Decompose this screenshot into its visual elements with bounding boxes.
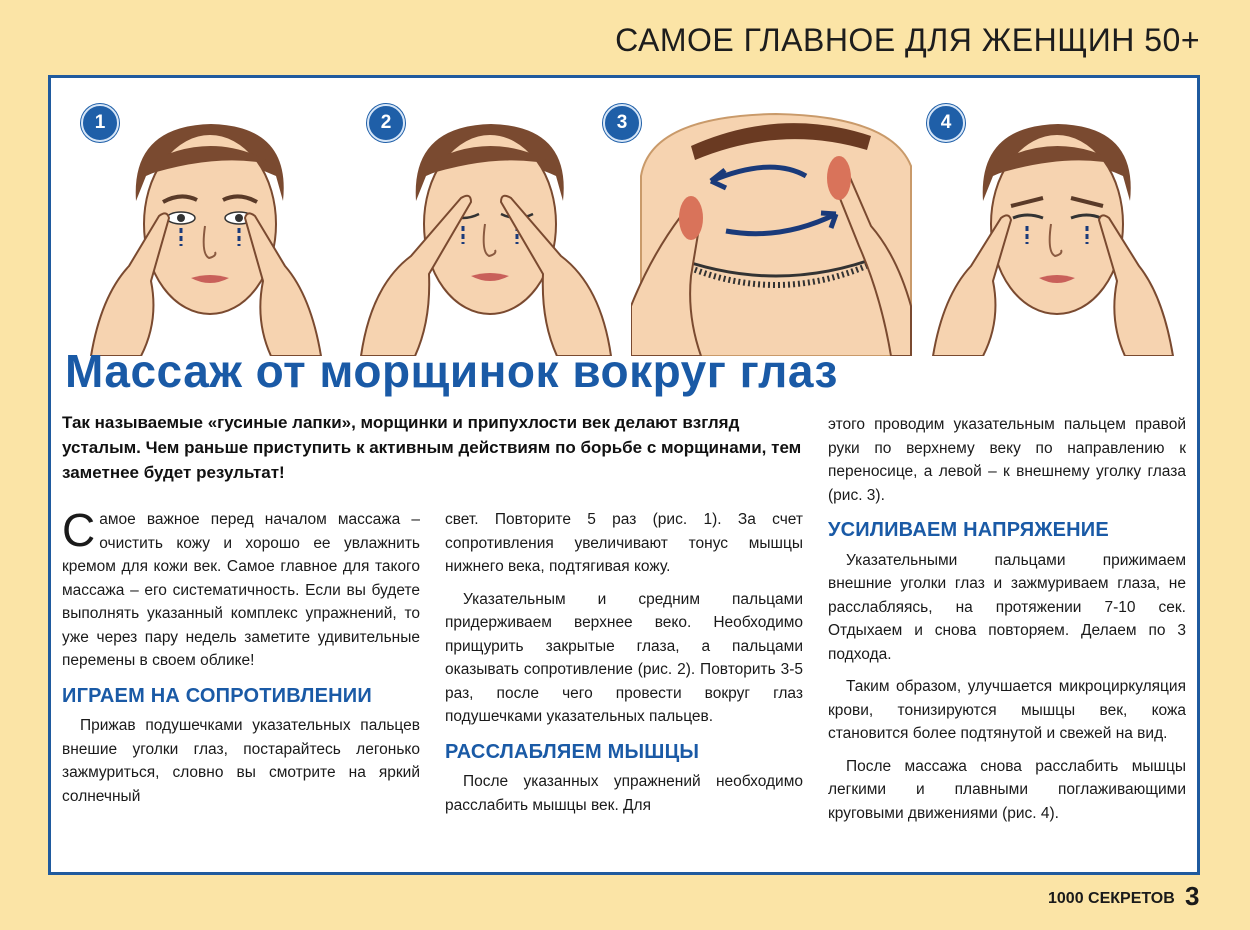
closed-eye-closeup-with-arrows-illustration xyxy=(631,106,921,356)
figure-2 xyxy=(351,106,621,356)
text-column-1 xyxy=(62,504,420,817)
paragraph: После указанных упражнений необходимо расслабить мышцы век. Для xyxy=(445,773,803,814)
paragraph: Указательным и средним пальцами придерживаем верхнее веко. Необходимо прищурить закрытые глаза, а пальцами оказывать сопротивление (рис. 2). Повторить 3-5 раз, после чего провести вокруг глаз подушечками указательных пальцев. xyxy=(445,590,803,725)
figure-number-badge: 2 xyxy=(367,104,405,142)
paragraph: свет. Повторите 5 раз (рис. 1). За счет сопротивления увеличивают тонус мышцы нижнего века, подтягивая кожу. xyxy=(445,511,803,575)
article-lead: Так называемые «гусиные лапки», морщинки и припухлости век делают взгляд усталым. Чем раньше приступить к активным действиям по борьбе с морщинами, тем заметнее будет результат! xyxy=(62,413,802,482)
paragraph: Прижав подушечками указательных пальцев внешие уголки глаз, постарайтесь легонько зажмуриться, словно вы смотрите на яркий солнечный xyxy=(62,717,420,805)
section-heading-tension: УСИЛИВАЕМ НАПРЯЖЕНИЕ xyxy=(828,519,1109,541)
figure-number-badge: 1 xyxy=(81,104,119,142)
figure-1 xyxy=(71,106,341,356)
magazine-name: 1000 СЕКРЕТОВ xyxy=(1048,890,1175,907)
section-heading-relax: РАССЛАБЛЯЕМ МЫШЦЫ xyxy=(445,740,700,763)
page-header-title: САМОЕ ГЛАВНОЕ ДЛЯ ЖЕНЩИН 50+ xyxy=(615,22,1200,58)
section-heading-resistance: ИГРАЕМ НА СОПРОТИВЛЕНИИ xyxy=(62,684,372,707)
face-massage-outer-eye-corners-illustration xyxy=(71,106,341,356)
face-massage-upper-eyelids-illustration xyxy=(351,106,621,356)
figure-number-badge: 4 xyxy=(927,104,965,142)
text-column-2 xyxy=(445,508,803,826)
drop-cap: С xyxy=(62,504,96,556)
intro-paragraph: амое важное перед началом массажа – очистить кожу и хорошо ее увлажнить кремом для кожи век. Самое главное для такого массажа – его систематичность. Если вы будете выполнять указанный комплекс упражнений, то уже через пару недель заметите удивительные перемены в своем облике! xyxy=(62,511,420,669)
face-massage-squint-illustration xyxy=(913,106,1193,356)
paragraph: После массажа снова расслабить мышцы легкими и плавными поглаживающими круговыми движениями (рис. 4). xyxy=(828,757,1186,822)
paragraph: Таким образом, улучшается микроциркуляция крови, тонизируются мышцы век, кожа становится более подтянутой и свежей на вид. xyxy=(828,678,1186,742)
paragraph: Указательными пальцами прижимаем внешние уголки глаз и зажмуриваем глаза, не расслабляясь, на протяжении 7-10 сек. Отдыхаем и снова повторяем. Делаем по 3 подхода. xyxy=(828,551,1186,663)
figure-4 xyxy=(913,106,1193,356)
figure-3 xyxy=(616,106,921,356)
paragraph: этого проводим указательным пальцем правой руки по верхнему веку по направлению к переносице, а левой – к внешнему уголку глаза (рис. 3). xyxy=(828,416,1186,504)
page-number: 3 xyxy=(1185,881,1200,911)
text-column-3 xyxy=(828,413,1186,834)
article-title: Массаж от морщинок вокруг глаз xyxy=(65,345,838,397)
figure-number-badge: 3 xyxy=(603,104,641,142)
